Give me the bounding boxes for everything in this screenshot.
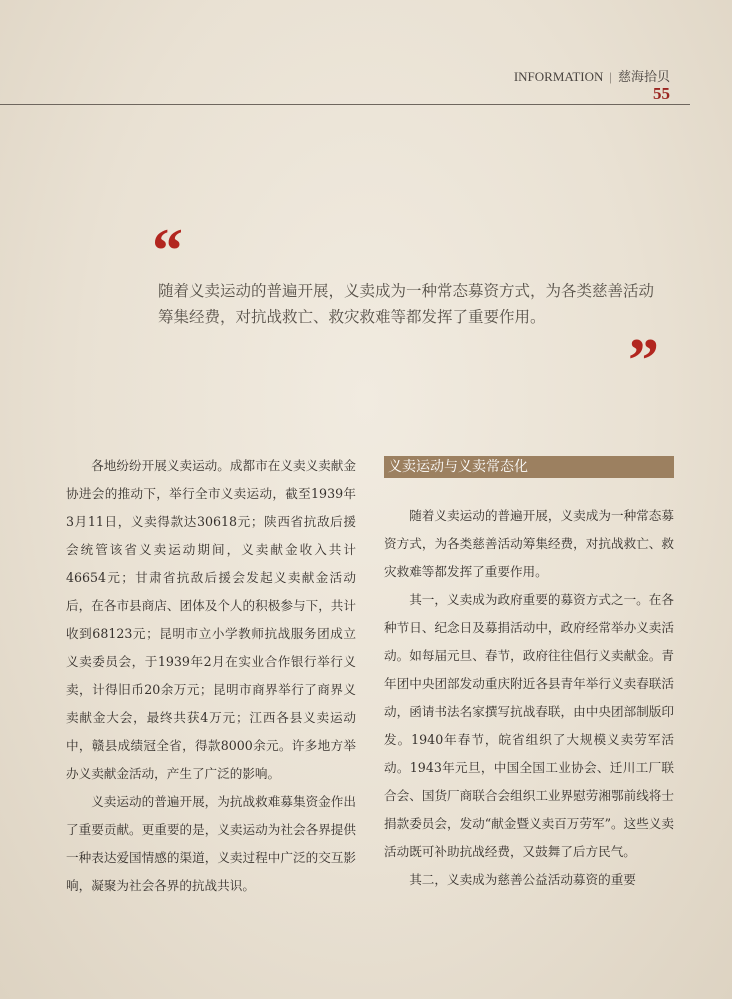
body-paragraph: 其二，义卖成为慈善公益活动募资的重要 [409,872,636,887]
right-column [384,456,674,894]
page-header [514,66,670,85]
body-paragraph: 随着义卖运动的普遍开展，义卖成为一种常态募资方式，为各类慈善活动筹集经费，对抗战救亡、救灾救难等都发挥了重要作用。 [384,508,674,579]
section-heading: 义卖运动与义卖常态化 [384,456,674,478]
left-column [66,452,356,900]
page-number: 55 [653,84,670,103]
body-paragraph: 义卖运动的普遍开展，为抗战救难募集资金作出了重要贡献。更重要的是，义卖运动为社会各界提供一种表达爱国情感的渠道，义卖过程中广泛的交互影响，凝聚为社会各界的抗战共识。 [66,794,356,893]
section-name-en: INFORMATION [513,69,604,84]
body-paragraph: 其一，义卖成为政府重要的募资方式之一。在各种节日、纪念日及募捐活动中，政府经常举办义卖活动。如每届元旦、春节，政府往往倡行义卖献金。青年团中央团部发动重庆附近各县青年举行义卖春联活动，函请书法名家撰写抗战春联，由中央团部制版印发。1940年春节，皖省组织了大规模义卖劳军活动。1943年元旦，中国全国工业协会、迁川工厂联合会、国货厂商联合会组织工业界慰劳湘鄂前线将士捐款委员会，发动“献金暨义卖百万劳军”。这些义卖活动既可补助抗战经费，又鼓舞了后方民气。 [384,592,674,859]
header-separator: | [609,69,612,84]
open-quote-icon: “ [152,217,183,285]
body-paragraph: 各地纷纷开展义卖运动。成都市在义卖义卖献金协进会的推动下，举行全市义卖运动，截至1939年3月11日，义卖得款达30618元；陕西省抗敌后援会统管该省义卖运动期间，义卖献金收入共计46654元；甘肃省抗敌后援会发起义卖献金活动后，在各市县商店、团体及个人的积极参与下，共计收到68123元；昆明市立小学教师抗战服务团成立义卖委员会，于1939年2月在实业合作银行举行义卖，计得旧币20余万元；昆明市商界举行了商界义卖献金大会，最终共获4万元；江西各县义卖运动中，赣县成绩冠全省，得款8000余元。许多地方举办义卖献金活动，产生了广泛的影响。 [66,458,356,781]
header-divider [0,104,690,105]
section-name-cn: 慈海拾贝 [617,69,670,84]
pull-quote: 随着义卖运动的普遍开展，义卖成为一种常态募资方式，为各类慈善活动筹集经费，对抗战救亡、救灾救难等都发挥了重要作用。 [158,282,655,326]
close-quote-icon: ” [628,327,659,395]
